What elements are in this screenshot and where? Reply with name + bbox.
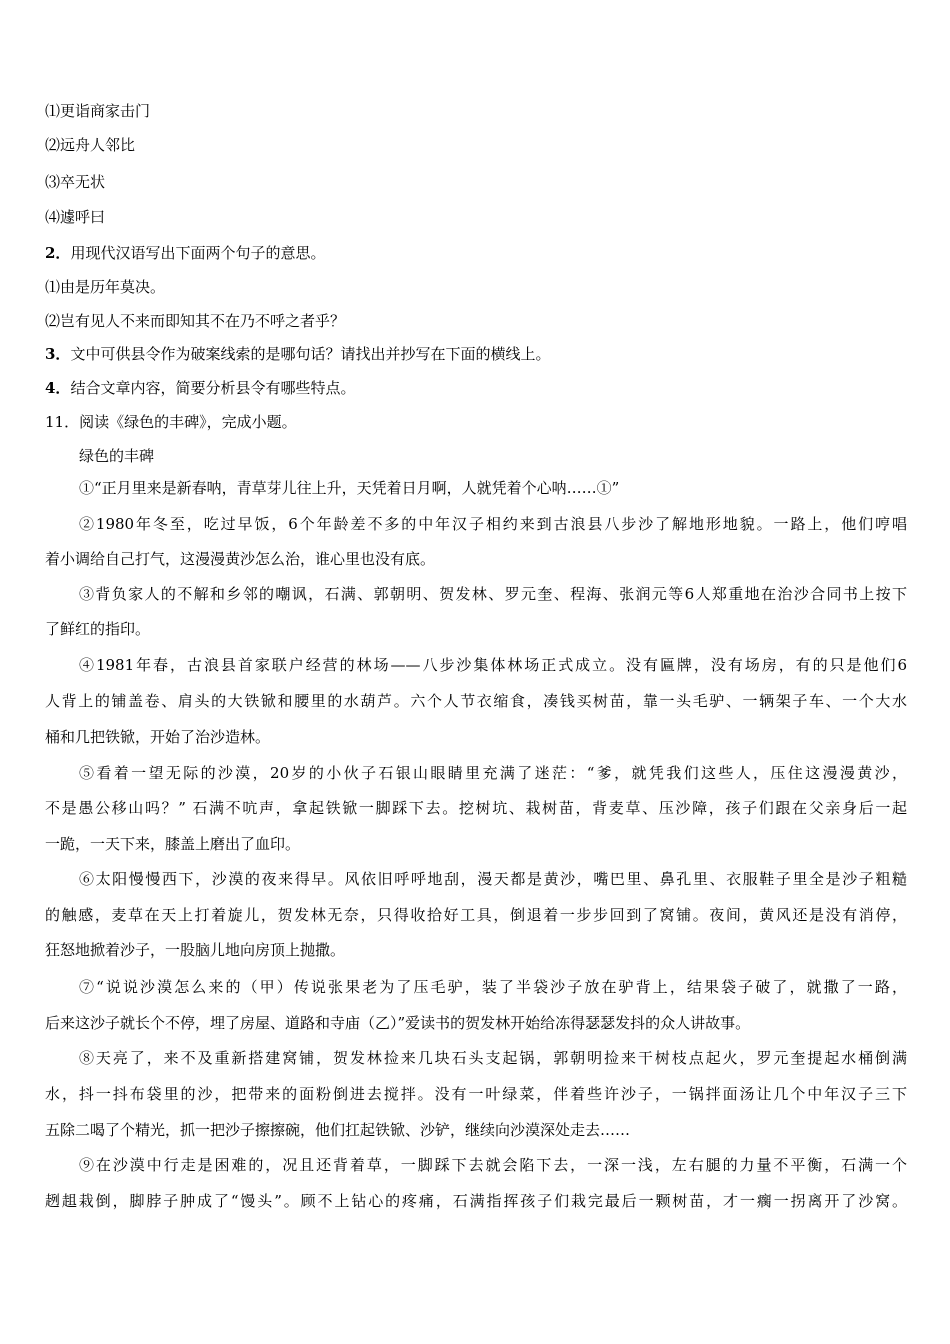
question-3-text: 文中可供县令作为破案线索的是哪句话？请找出并抄写在下面的横线上。 (70, 345, 551, 363)
paragraph-9-line-1: ⑨在沙漠中行走是困难的，况且还背着草，一脚踩下去就会陷下去，一深一浅，左右腿的力量不平衡，石满一个 (79, 1156, 907, 1174)
paragraph-6-line-3: 狂怒地掀着沙子，一股脑儿地向房顶上抛撒。 (45, 941, 346, 959)
paragraph-4-line-2: 人背上的铺盖卷、肩头的大铁锨和腰里的水葫芦。六个人节衣缩食，凑钱买树苗，靠一头毛驴、一辆架子车、一个大水 (45, 692, 907, 710)
paragraph-8-line-1: ⑧天亮了，来不及重新搭建窝铺，贺发林捡来几块石头支起锅，郭朝明捡来干树枝点起火，罗元奎提起水桶倒满 (79, 1049, 907, 1067)
paragraph-4-line-1: ④1981年春，古浪县首家联户经营的林场——八步沙集体林场正式成立。没有匾牌，没有场房，有的只是他们6 (79, 656, 907, 674)
paragraph-3-line-2: 了鲜红的指印。 (45, 620, 151, 638)
paragraph-7-line-2: 后来这沙子就长个不停，埋了房屋、道路和寺庙（乙）”爱读书的贺发林开始给冻得瑟瑟发抖的众人讲故事。 (45, 1014, 751, 1032)
q2-item-2: ⑵岂有见人不来而即知其不在乃不呼之者乎？ (45, 312, 346, 330)
section-11-heading: 11．阅读《绿色的丰碑》，完成小题。 (45, 413, 297, 431)
question-4-text: 结合文章内容，简要分析县令有哪些特点。 (70, 379, 356, 397)
question-4-number: 4． (45, 379, 71, 397)
paragraph-2-line-2: 着小调给自己打气，这漫漫黄沙怎么治，谁心里也没有底。 (45, 550, 436, 568)
paragraph-5-line-3: 一跪，一天下来，膝盖上磨出了血印。 (45, 835, 301, 853)
paragraph-6-line-1: ⑥太阳慢慢西下，沙漠的夜来得早。风依旧呼呼地刮，漫天都是黄沙，嘴巴里、鼻孔里、衣服鞋子里全是沙子粗糙 (79, 870, 907, 888)
q1-item-3: ⑶卒无状 (45, 173, 106, 191)
paragraph-2-line-1: ②1980年冬至，吃过早饭，6个年龄差不多的中年汉子相约来到古浪县八步沙了解地形地貌。一路上，他们哼唱 (79, 515, 907, 533)
question-2-text: 用现代汉语写出下面两个句子的意思。 (70, 244, 326, 262)
question-3 (45, 344, 550, 364)
question-2-number: 2． (45, 244, 71, 262)
question-3-number: 3． (45, 345, 71, 363)
paragraph-6-line-2: 的触感，麦草在天上打着旋儿，贺发林无奈，只得收拾好工具，倒退着一步步回到了窝铺。夜间，黄风还是没有消停， (45, 906, 907, 924)
paragraph-4-line-3: 桶和几把铁锨，开始了治沙造林。 (45, 728, 271, 746)
paragraph-5-line-2: 不是愚公移山吗？” 石满不吭声，拿起铁锨一脚踩下去。挖树坑、栽树苗，背麦草、压沙障，孩子们跟在父亲身后一起 (45, 799, 907, 817)
paragraph-5-line-1: ⑤看着一望无际的沙漠，20岁的小伙子石银山眼睛里充满了迷茫：“爹，就凭我们这些人，压住这漫漫黄沙， (79, 764, 907, 782)
q1-item-2: ⑵远舟人邻比 (45, 136, 136, 154)
paragraph-8-line-3: 五除二喝了个精光，抓一把沙子擦擦碗，他们扛起铁锨、沙铲，继续向沙漠深处走去…… (45, 1121, 631, 1139)
paragraph-7-line-1: ⑦“说说沙漠怎么来的（甲）传说张果老为了压毛驴，装了半袋沙子放在驴背上，结果袋子破了，就撒了一路， (79, 978, 907, 996)
question-4 (45, 378, 355, 398)
q1-item-1: ⑴更诣商家击门 (45, 102, 151, 120)
q1-item-4: ⑷遽呼曰 (45, 208, 106, 226)
question-2 (45, 243, 325, 263)
article-title: 绿色的丰碑 (79, 447, 155, 465)
paragraph-1: ①“正月里来是新春呐，青草芽儿往上升，天凭着日月啊，人就凭着个心呐……①” (79, 479, 620, 497)
paragraph-3-line-1: ③背负家人的不解和乡邻的嘲讽，石满、郭朝明、贺发林、罗元奎、程海、张润元等6人郑重地在治沙合同书上按下 (79, 585, 907, 603)
q2-item-1: ⑴由是历年莫决。 (45, 278, 166, 296)
paragraph-9-line-2: 趔趄栽倒，脚脖子肿成了“馒头”。顾不上钻心的疼痛，石满指挥孩子们栽完最后一颗树苗，才一瘸一拐离开了沙窝。 (45, 1192, 907, 1210)
paragraph-8-line-2: 水，抖一抖布袋里的沙，把带来的面粉倒进去搅拌。没有一叶绿菜，伴着些许沙子，一锅拌面汤让几个中年汉子三下 (45, 1085, 907, 1103)
